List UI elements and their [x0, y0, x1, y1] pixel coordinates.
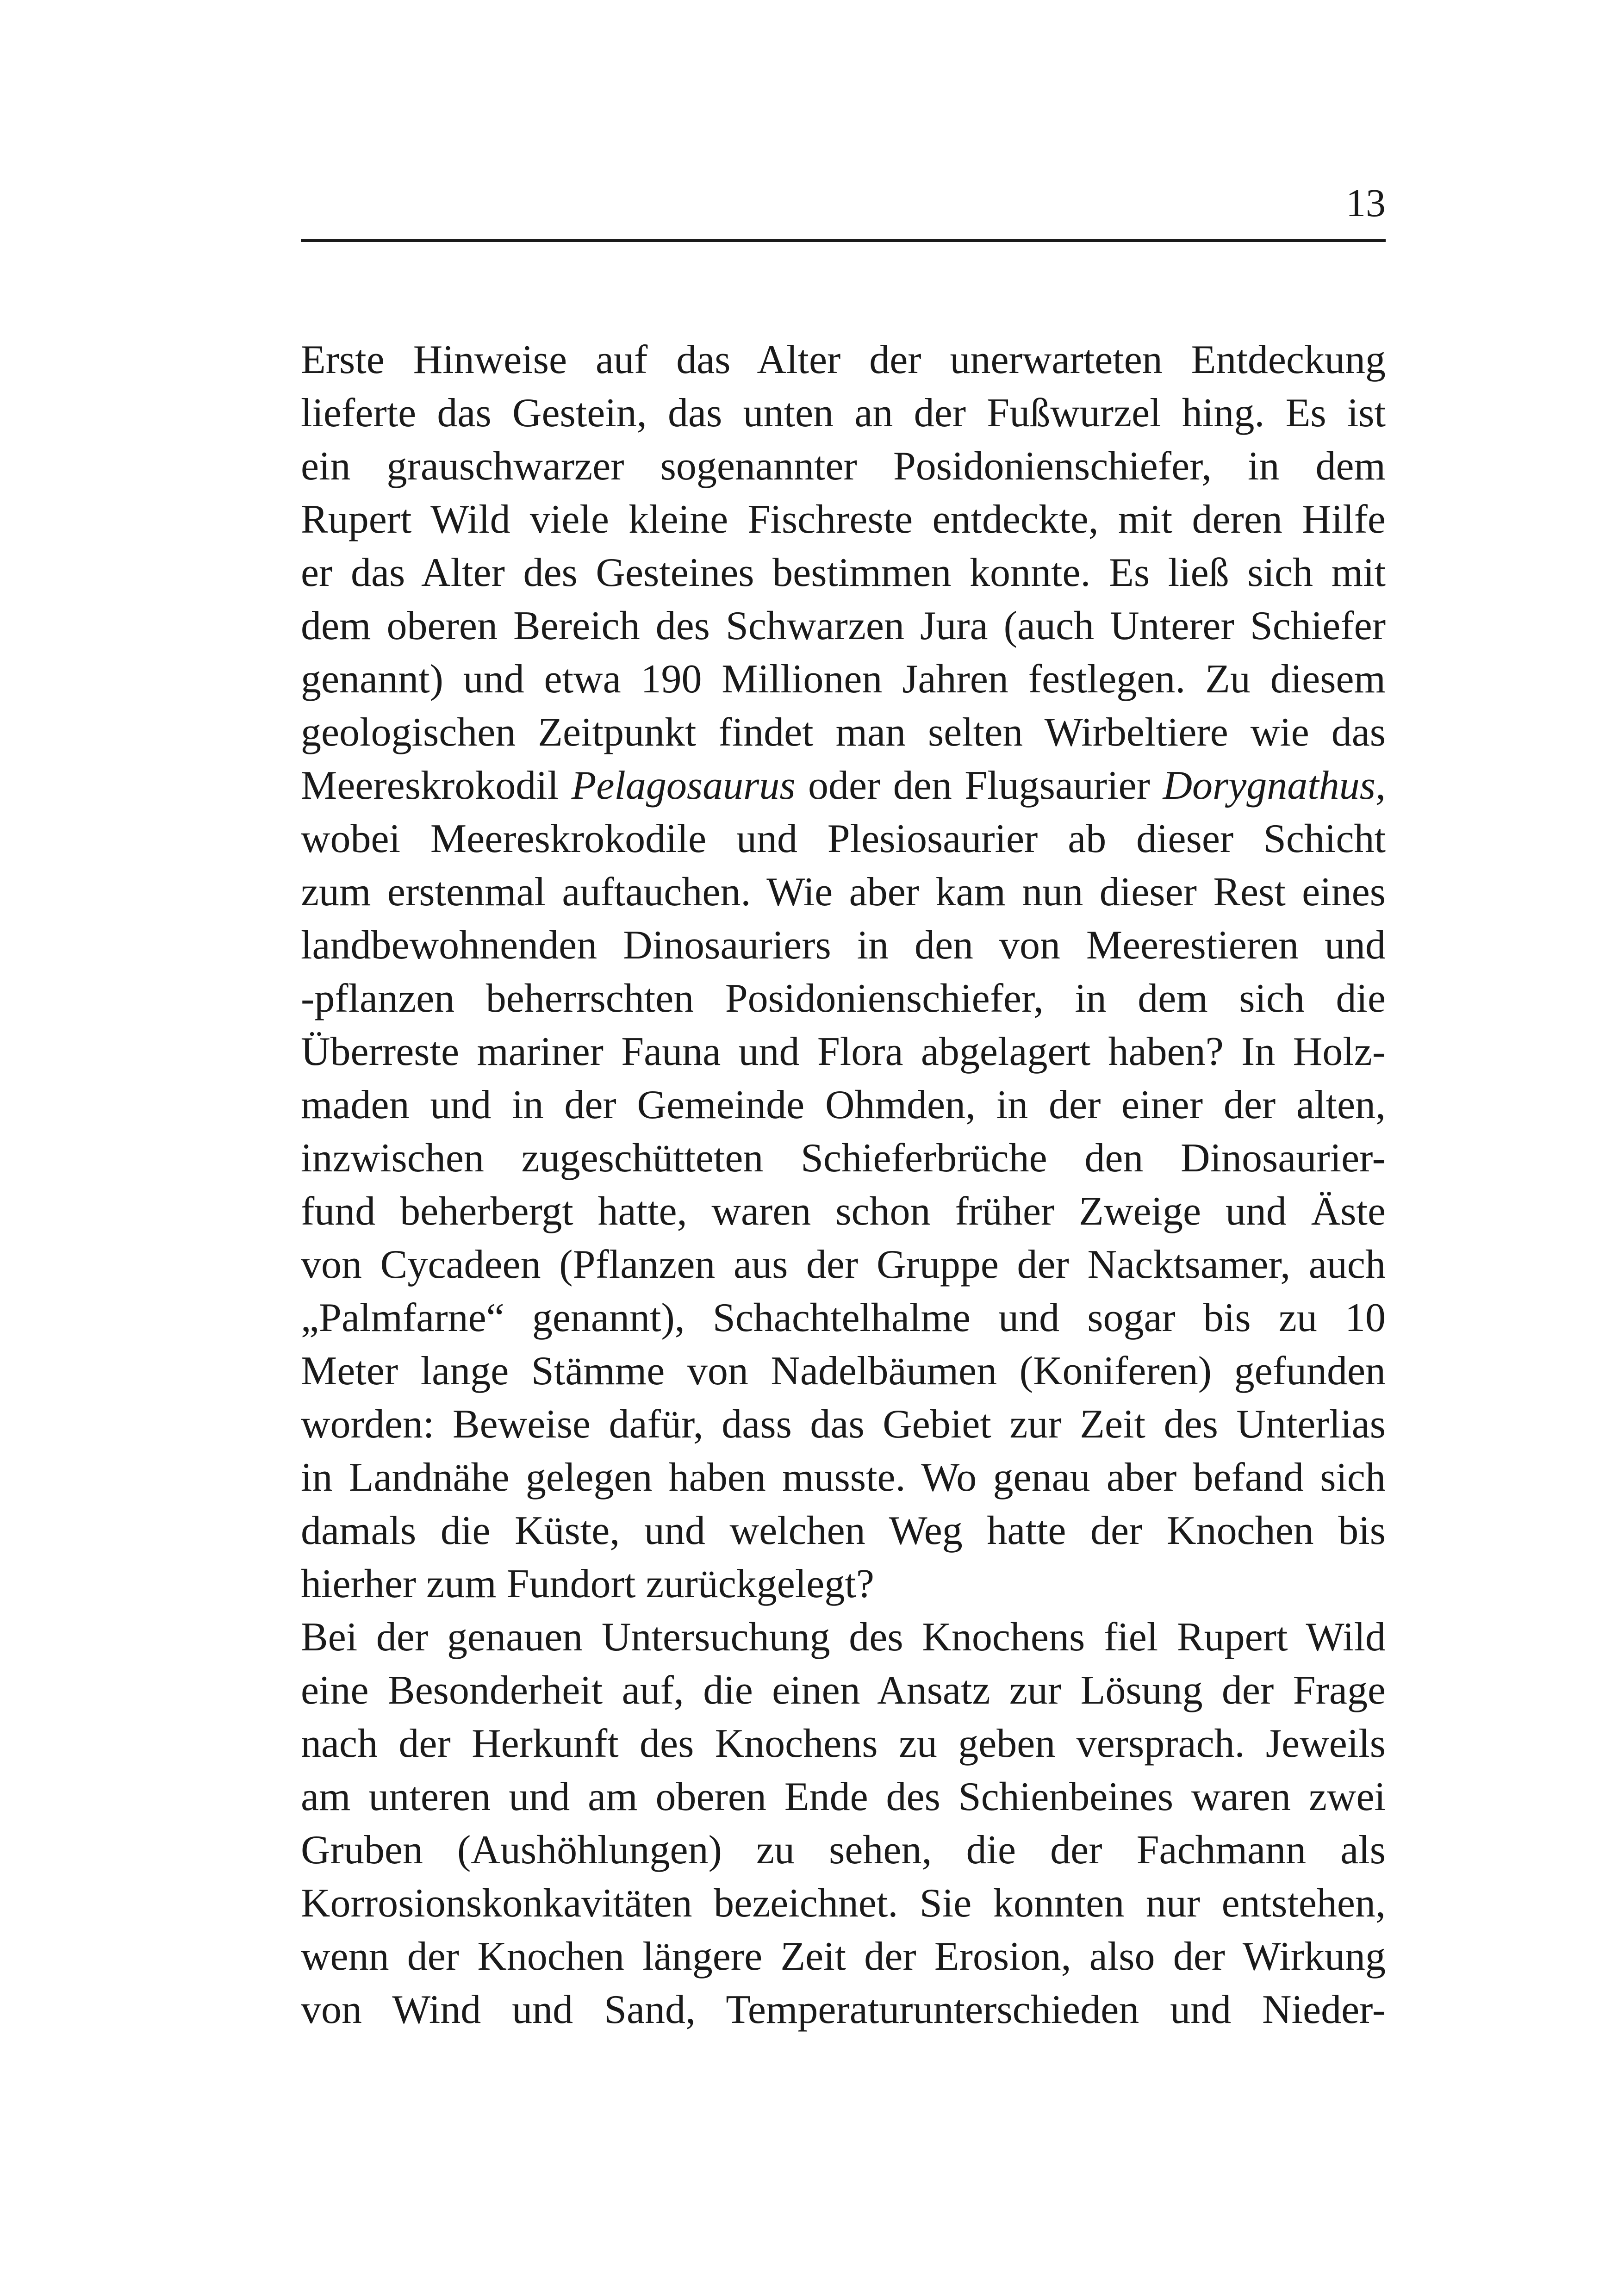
text-line: landbewohnenden Dinosauriers in den von Meerestieren und — [301, 923, 1386, 968]
text-line: Meter lange Stämme von Nadelbäumen (Koniferen) gefunden — [301, 1349, 1386, 1394]
text-line: Rupert Wild viele kleine Fischreste entdeckte, mit deren Hilfe — [301, 497, 1386, 542]
text-line: fund beherbergt hatte, waren schon früher Zweige und Äste — [301, 1189, 1386, 1234]
text-line: -pflanzen beherrschten Posidonienschiefer, in dem sich die — [301, 976, 1386, 1021]
text-line: hierher zum Fundort zurückgelegt? — [301, 1562, 874, 1606]
text-line: maden und in der Gemeinde Ohmden, in der einer der alten, — [301, 1083, 1386, 1127]
text-line: Gruben (Aushöhlungen) zu sehen, die der Fachmann als — [301, 1828, 1386, 1873]
text-segment: Meereskrokodil — [301, 763, 572, 808]
text-line: lieferte das Gestein, das unten an der Fußwurzel hing. Es ist — [301, 391, 1386, 436]
text-line: dem oberen Bereich des Schwarzen Jura (auch Unterer Schiefer — [301, 604, 1386, 648]
text-line: Überreste mariner Fauna und Flora abgelagert haben? In Holz- — [301, 1029, 1386, 1074]
text-line: er das Alter des Gesteines bestimmen konnte. Es ließ sich mit — [301, 550, 1386, 595]
text-line: genannt) und etwa 190 Millionen Jahren festlegen. Zu diesem — [301, 657, 1386, 702]
taxon-name-pelagosaurus: Pelagosaurus — [571, 763, 796, 808]
page-number: 13 — [1346, 180, 1386, 225]
body-text — [301, 333, 1386, 2036]
text-line: ein grauschwarzer sogenannter Posidonienschiefer, in dem — [301, 444, 1386, 489]
text-line: Erste Hinweise auf das Alter der unerwarteten Entdeckung — [301, 337, 1386, 382]
text-line: inzwischen zugeschütteten Schieferbrüche den Dinosaurier- — [301, 1136, 1386, 1181]
header-rule — [301, 239, 1386, 242]
text-line: wobei Meereskrokodile und Plesiosaurier ab dieser Schicht — [301, 816, 1386, 861]
text-line: nach der Herkunft des Knochens zu geben versprach. Jeweils — [301, 1721, 1386, 1766]
text-line: Bei der genauen Untersuchung des Knochens fiel Rupert Wild — [301, 1615, 1386, 1660]
text-line: eine Besonderheit auf, die einen Ansatz zur Lösung der Frage — [301, 1668, 1386, 1713]
paragraph — [301, 333, 1386, 1611]
text-line: von Cycadeen (Pflanzen aus der Gruppe der Nacktsamer, auch — [301, 1242, 1386, 1287]
text-line: am unteren und am oberen Ende des Schienbeines waren zwei — [301, 1774, 1386, 1819]
text-line: zum erstenmal auftauchen. Wie aber kam nun dieser Rest eines — [301, 870, 1386, 915]
text-line: wenn der Knochen längere Zeit der Erosion, also der Wirkung — [301, 1934, 1386, 1979]
text-line — [301, 759, 1386, 812]
text-line: „Palmfarne“ genannt), Schachtelhalme und sogar bis zu 10 — [301, 1295, 1386, 1340]
text-segment: oder den Flugsaurier — [795, 763, 1163, 808]
paragraph — [301, 1611, 1386, 2036]
text-line: von Wind und Sand, Temperaturunterschieden und Nieder- — [301, 1987, 1386, 2032]
text-line: Korrosionskonkavitäten bezeichnet. Sie konnten nur entstehen, — [301, 1881, 1386, 1926]
text-line: damals die Küste, und welchen Weg hatte der Knochen bis — [301, 1508, 1386, 1553]
text-line: worden: Beweise dafür, dass das Gebiet zur Zeit des Unterlias — [301, 1402, 1386, 1447]
text-line: geologischen Zeitpunkt findet man selten Wirbeltiere wie das — [301, 710, 1386, 755]
taxon-name-dorygnathus: Dorygnathus, — [1163, 763, 1386, 808]
text-line: in Landnähe gelegen haben musste. Wo genau aber befand sich — [301, 1455, 1386, 1500]
